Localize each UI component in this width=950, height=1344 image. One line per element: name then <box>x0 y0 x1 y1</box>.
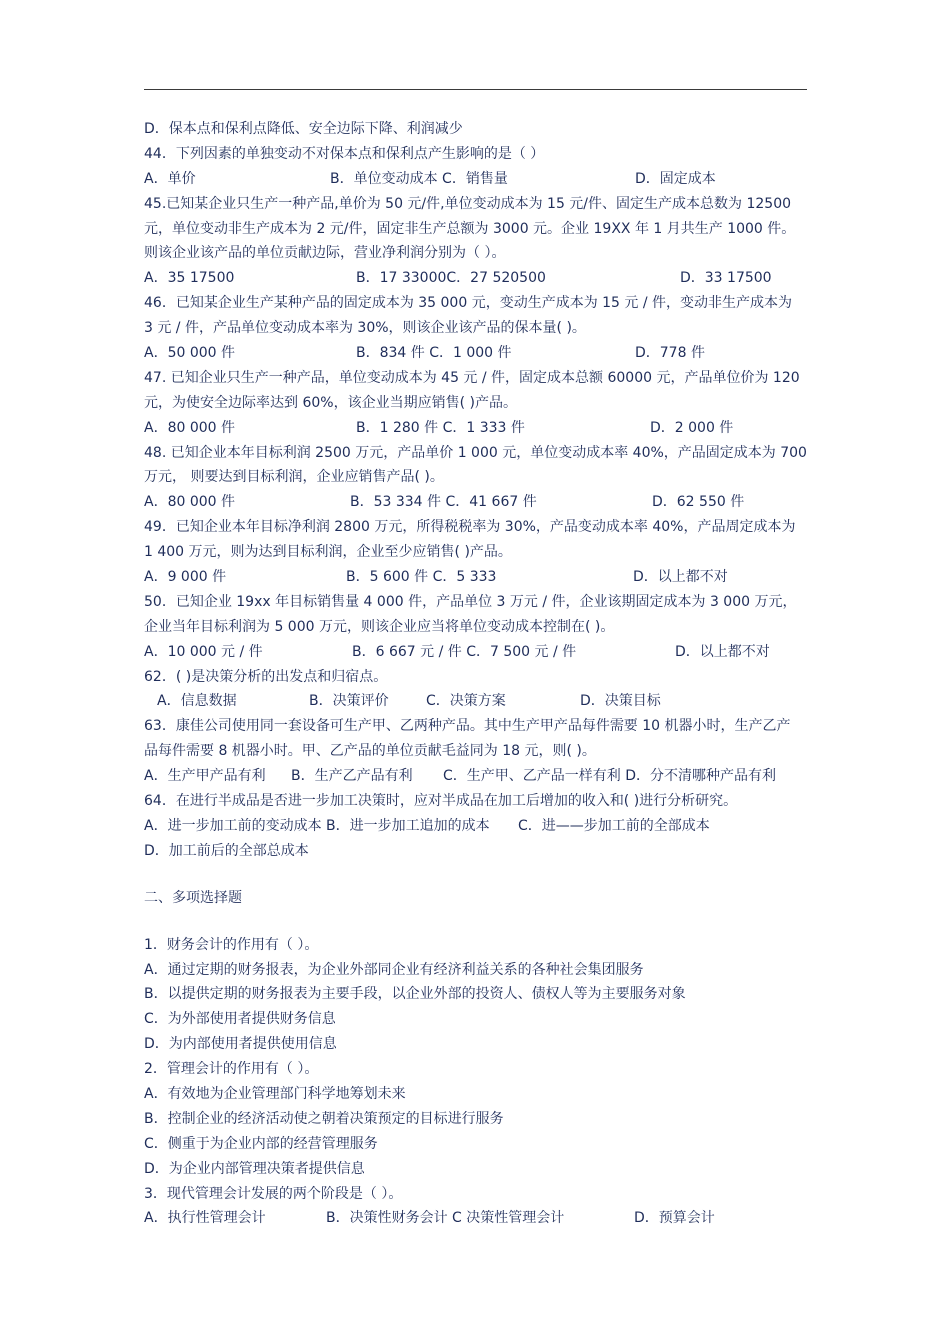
options-m3 <box>144 1206 809 1231</box>
question-50: 50．已知企业 19xx 年目标销售量 4 000 件，产品单位 3 万元 / 件，企业该期固定成本为 3 000 万元， <box>144 593 797 610</box>
option-d: D．加工前后的全部总成本 <box>144 842 309 859</box>
option-b: B．53 334 件 C．41 667 件 <box>350 494 537 511</box>
option-c: C．决策方案 <box>426 693 506 710</box>
option-a: A．10 000 元 / 件 <box>144 643 263 660</box>
options-44 <box>144 167 809 192</box>
question-48: 48. 已知企业本年目标利润 2500 万元，产品单价 1 000 元，单位变动成本率 40%，产品固定成本为 700 <box>144 444 807 461</box>
option-d: D．固定成本 <box>635 170 716 187</box>
question-50-cont: 企业当年目标利润为 5 000 万元，则该企业应当将单位变动成本控制在( )。 <box>144 618 615 635</box>
option-a: A．进一步加工前的变动成本 B．进一步加工追加的成本 <box>144 817 490 834</box>
question-63: 63．康佳公司使用同一套设备可生产甲、乙两种产品。其中生产甲产品每件需要 10 机器小时，生产乙产 <box>144 718 791 735</box>
option-b: B．控制企业的经济活动使之朝着决策预定的目标进行服务 <box>144 1110 504 1127</box>
option-b: B．5 600 件 C．5 333 <box>346 569 497 586</box>
option-d: D．决策目标 <box>580 693 661 710</box>
question-47-cont: 元，为使安全边际率达到 60%，该企业当期应销售( )产品。 <box>144 394 517 411</box>
question-48-cont: 万元， 则要达到目标利润，企业应销售产品( )。 <box>144 469 444 486</box>
multi-question-2: 2．管理会计的作用有（ ）。 <box>144 1061 319 1078</box>
option-c: C．生产甲、乙产品一样有利 D．分不清哪种产品有利 <box>443 768 777 785</box>
options-62 <box>144 689 809 714</box>
option-b: B．834 件 C．1 000 件 <box>356 345 512 362</box>
section-heading: 二、多项选择题 <box>144 889 242 906</box>
option-d: D．62 550 件 <box>652 494 745 511</box>
option-a: A．80 000 件 <box>144 419 236 436</box>
option-d: D．为企业内部管理决策者提供信息 <box>144 1160 365 1177</box>
option-c: C．侧重于为企业内部的经营管理服务 <box>144 1135 378 1152</box>
multi-question-3: 3．现代管理会计发展的两个阶段是（ ）。 <box>144 1185 403 1202</box>
options-64 <box>144 814 809 839</box>
options-63 <box>144 764 809 789</box>
option-a: A．信息数据 <box>157 693 237 710</box>
question-46-cont: 3 元 / 件，产品单位变动成本率为 30%，则该企业该产品的保本量( )。 <box>144 320 586 337</box>
options-46 <box>144 341 809 366</box>
option-c: C．为外部使用者提供财务信息 <box>144 1011 336 1028</box>
option-a: A．执行性管理会计 <box>144 1210 266 1227</box>
question-46: 46．已知某企业生产某种产品的固定成本为 35 000 元，变动生产成本为 15 元 / 件，变动非生产成本为 <box>144 295 793 312</box>
option-a: A．80 000 件 <box>144 494 236 511</box>
option-d: D．预算会计 <box>634 1210 715 1227</box>
option-a: A．9 000 件 <box>144 569 227 586</box>
question-45-cont: 则该企业该产品的单位贡献边际，营业净利润分别为（ ）。 <box>144 245 506 262</box>
options-47 <box>144 416 809 441</box>
option-b: B．决策性财务会计 C 决策性管理会计 <box>326 1210 565 1227</box>
option-b: B．单位变动成本 C．销售量 <box>330 170 508 187</box>
question-45-cont: 元，单位变动非生产成本为 2 元/件，固定非生产总额为 3000 元。企业 19XX 年 1 月共生产 1000 件。 <box>144 220 796 237</box>
option-d: D．以上都不对 <box>675 643 770 660</box>
option-b: B．6 667 元 / 件 C．7 500 元 / 件 <box>352 643 577 660</box>
options-45 <box>144 266 809 291</box>
option-b: B．17 33000C．27 520500 <box>356 270 546 287</box>
question-64: 64．在进行半成品是否进一步加工决策时，应对半成品在加工后增加的收入和( )进行分析研究。 <box>144 793 738 810</box>
options-50 <box>144 640 809 665</box>
option-a: A．单价 <box>144 170 196 187</box>
option-a: A．有效地为企业管理部门科学地筹划未来 <box>144 1085 406 1102</box>
option-text: D．保本点和保利点降低、安全边际下降、利润减少 <box>144 121 463 137</box>
option-d: D．以上都不对 <box>633 569 728 586</box>
question-47: 47. 已知企业只生产一种产品，单位变动成本为 45 元 / 件，固定成本总额 60000 元，产品单位价为 120 <box>144 369 800 386</box>
option-d: D．2 000 件 <box>650 419 734 436</box>
option-c: C．进——步加工前的全部成本 <box>518 817 710 834</box>
question-49: 49．已知企业本年目标净利润 2800 万元，所得税税率为 30%，产品变动成本率 40%，产品周定成本为 <box>144 519 796 536</box>
document-body <box>144 117 809 1231</box>
question-63-cont: 品每件需要 8 机器小时。甲、乙产品的单位贡献毛益同为 18 元，则( )。 <box>144 743 596 760</box>
option-a: A．35 17500 <box>144 270 235 287</box>
option-b: B．1 280 件 C．1 333 件 <box>356 419 525 436</box>
option-a: A．生产甲产品有利 <box>144 768 266 785</box>
option-b: B．生产乙产品有利 <box>291 768 413 785</box>
question-49-cont: 1 400 万元，则为达到目标利润，企业至少应销售( )产品。 <box>144 544 512 561</box>
option-d: D．为内部使用者提供使用信息 <box>144 1036 337 1053</box>
multi-question-1: 1．财务会计的作用有（ ）。 <box>144 936 319 953</box>
question-62: 62．( )是决策分析的出发点和归宿点。 <box>144 668 388 685</box>
option-b: B．决策评价 <box>309 693 389 710</box>
option-a: A．通过定期的财务报表，为企业外部同企业有经济利益关系的各种社会集团服务 <box>144 961 644 978</box>
option-a: A．50 000 件 <box>144 345 236 362</box>
option-b: B．以提供定期的财务报表为主要手段，以企业外部的投资人、债权人等为主要服务对象 <box>144 986 686 1003</box>
options-49 <box>144 565 809 590</box>
question-45: 45.已知某企业只生产一种产品,单价为 50 元/件,单位变动成本为 15 元/件、固定生产成本总数为 12500 <box>144 195 792 212</box>
option-d: D．33 17500 <box>680 270 772 287</box>
question-44: 44．下列因素的单独变动不对保本点和保利点产生影响的是（ ） <box>144 145 545 162</box>
options-48 <box>144 490 809 515</box>
option-d: D．778 件 <box>635 345 705 362</box>
header-rule <box>144 89 807 90</box>
